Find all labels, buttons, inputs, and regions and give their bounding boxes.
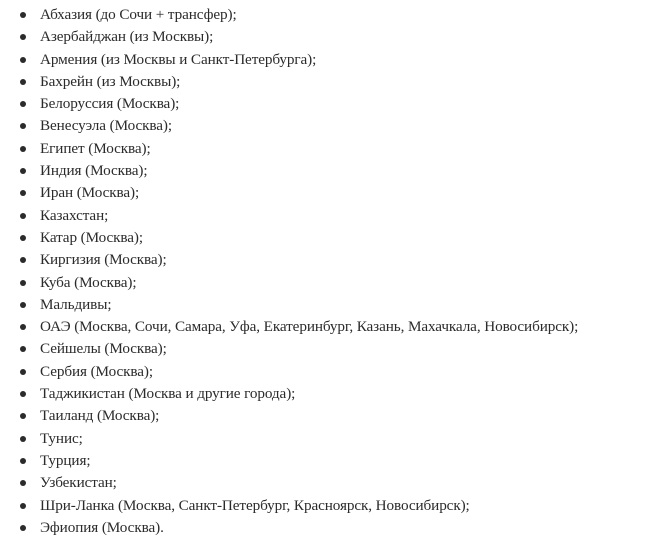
list-item-text: Эфиопия (Москва). [40, 518, 164, 536]
bullet-icon [20, 79, 26, 85]
list-item-text: Катар (Москва); [40, 228, 143, 246]
list-item-text: Киргизия (Москва); [40, 251, 167, 269]
bullet-icon [20, 280, 26, 286]
list-item [0, 428, 650, 450]
bullet-icon [20, 34, 26, 40]
list-item-text: Иран (Москва); [40, 184, 140, 202]
list-item [0, 115, 650, 137]
list-item-text: Армения (из Москвы и Санкт-Петербурга); [40, 50, 317, 68]
list-item-text: Белоруссия (Москва); [40, 95, 180, 113]
list-item-text: Бахрейн (из Москвы); [40, 72, 181, 90]
bullet-icon [20, 525, 26, 531]
bullet-icon [20, 146, 26, 152]
list-item-text: Шри-Ланка (Москва, Санкт-Петербург, Красноярск, Новосибирск); [40, 496, 470, 514]
bullet-icon [20, 302, 26, 308]
bullet-icon [20, 101, 26, 107]
list-item-text: Турция; [40, 451, 91, 469]
list-item [0, 93, 650, 115]
list-item [0, 383, 650, 405]
list-item [0, 26, 650, 48]
list-item [0, 361, 650, 383]
list-item [0, 249, 650, 271]
bullet-icon [20, 57, 26, 63]
list-item [0, 272, 650, 294]
bullet-icon [20, 235, 26, 241]
bullet-icon [20, 458, 26, 464]
list-item [0, 517, 650, 539]
list-item [0, 182, 650, 204]
bullet-icon [20, 503, 26, 509]
list-item-text: Индия (Москва); [40, 162, 148, 180]
list-item-text: Мальдивы; [40, 295, 112, 313]
list-item [0, 472, 650, 494]
list-item-text: Абхазия (до Сочи + трансфер); [40, 6, 237, 23]
list-item [0, 294, 650, 316]
list-item-text: Сербия (Москва); [40, 362, 153, 380]
bullet-icon [20, 413, 26, 419]
bullet-icon [20, 213, 26, 219]
bullet-icon [20, 436, 26, 442]
list-item-text: Египет (Москва); [40, 139, 151, 157]
bullet-icon [20, 12, 26, 18]
list-item-text: Венесуэла (Москва); [40, 117, 172, 135]
list-item [0, 405, 650, 427]
bullet-icon [20, 257, 26, 263]
list-item-text: Таиланд (Москва); [40, 407, 160, 425]
bullet-icon [20, 190, 26, 196]
list-item [0, 205, 650, 227]
list-item [0, 71, 650, 93]
list-item-text: Узбекистан; [40, 474, 117, 492]
list-item-text: Таджикистан (Москва и другие города); [40, 385, 296, 403]
bullet-icon [20, 123, 26, 129]
list-item-text: Куба (Москва); [40, 273, 137, 291]
bullet-icon [20, 324, 26, 330]
list-item [0, 227, 650, 249]
list-item [0, 338, 650, 360]
bullet-icon [20, 369, 26, 375]
bullet-icon [20, 480, 26, 486]
list-item [0, 49, 650, 71]
list-item [0, 160, 650, 182]
bullet-icon [20, 168, 26, 174]
list-item-text: Тунис; [40, 429, 83, 447]
list-item-text: Сейшелы (Москва); [40, 340, 167, 358]
list-item-text: Казахстан; [40, 206, 109, 224]
list-item [0, 138, 650, 160]
bullet-icon [20, 391, 26, 397]
list-item-text: Азербайджан (из Москвы); [40, 28, 214, 46]
list-item [0, 450, 650, 472]
list-item [0, 495, 650, 517]
list-item [0, 4, 650, 26]
bullet-icon [20, 346, 26, 352]
list-item [0, 316, 650, 338]
list-item-text: ОАЭ (Москва, Сочи, Самара, Уфа, Екатеринбург, Казань, Махачкала, Новосибирск); [40, 318, 579, 336]
